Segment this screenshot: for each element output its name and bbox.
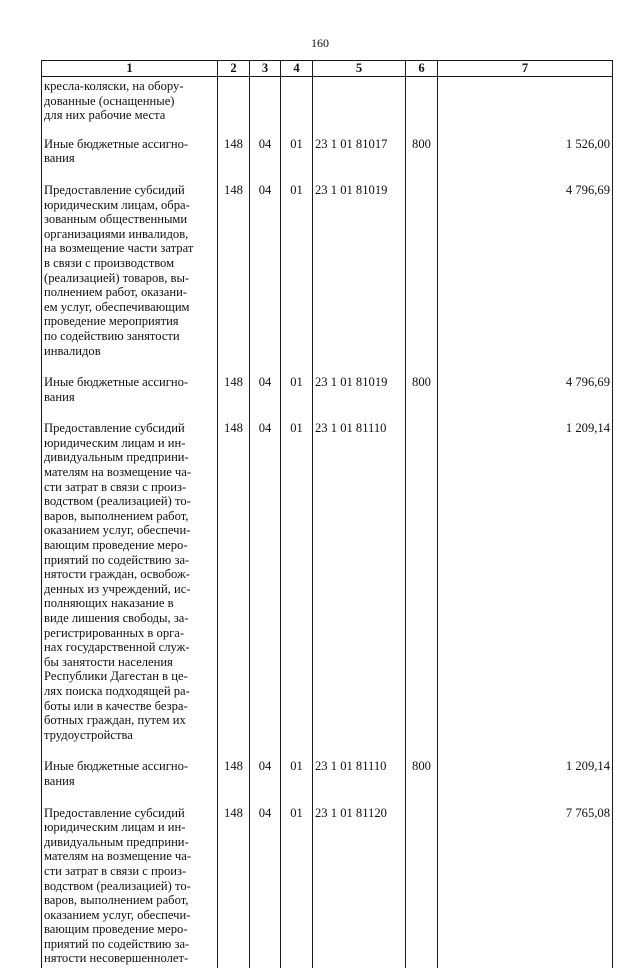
ministry-code-cell: 148 bbox=[218, 806, 250, 968]
ministry-code-cell bbox=[218, 77, 250, 137]
ministry-code-cell: 148 bbox=[218, 375, 250, 421]
section-code-cell: 04 bbox=[250, 137, 281, 183]
table-row bbox=[42, 77, 613, 137]
column-header: 6 bbox=[406, 61, 438, 77]
page-number: 160 bbox=[311, 36, 329, 50]
table-row bbox=[42, 137, 613, 183]
expense-type-cell bbox=[406, 421, 438, 759]
subsection-code-cell: 01 bbox=[281, 759, 313, 805]
table-row bbox=[42, 421, 613, 759]
column-header: 5 bbox=[313, 61, 406, 77]
table-row bbox=[42, 759, 613, 805]
table-row bbox=[42, 806, 613, 968]
item-name-cell bbox=[42, 421, 218, 759]
subsection-code-cell: 01 bbox=[281, 375, 313, 421]
target-article-cell: 23 1 01 81110 bbox=[313, 421, 406, 759]
section-code-cell bbox=[250, 77, 281, 137]
expense-type-cell bbox=[406, 806, 438, 968]
column-header: 7 bbox=[438, 61, 613, 77]
amount-cell: 1 209,14 bbox=[438, 421, 613, 759]
subsection-code-cell: 01 bbox=[281, 806, 313, 968]
column-header: 2 bbox=[218, 61, 250, 77]
column-header: 3 bbox=[250, 61, 281, 77]
target-article-cell: 23 1 01 81110 bbox=[313, 759, 406, 805]
item-name-cell bbox=[42, 375, 218, 421]
target-article-cell: 23 1 01 81019 bbox=[313, 375, 406, 421]
expense-type-cell: 800 bbox=[406, 375, 438, 421]
amount-cell bbox=[438, 77, 613, 137]
table-header-row bbox=[42, 61, 613, 77]
budget-table bbox=[41, 60, 613, 968]
item-name: Иные бюджетные ассигно- вания bbox=[44, 136, 189, 166]
target-article-cell: 23 1 01 81017 bbox=[313, 137, 406, 183]
ministry-code-cell: 148 bbox=[218, 137, 250, 183]
table-row bbox=[42, 183, 613, 375]
item-name-cell bbox=[42, 77, 218, 137]
item-name-cell bbox=[42, 806, 218, 968]
target-article-cell: 23 1 01 81120 bbox=[313, 806, 406, 968]
target-article-cell: 23 1 01 81019 bbox=[313, 183, 406, 375]
item-name-cell bbox=[42, 183, 218, 375]
amount-cell: 4 796,69 bbox=[438, 375, 613, 421]
subsection-code-cell: 01 bbox=[281, 421, 313, 759]
amount-cell: 4 796,69 bbox=[438, 183, 613, 375]
target-article-cell bbox=[313, 77, 406, 137]
ministry-code-cell: 148 bbox=[218, 183, 250, 375]
subsection-code-cell: 01 bbox=[281, 183, 313, 375]
expense-type-cell: 800 bbox=[406, 759, 438, 805]
column-header: 4 bbox=[281, 61, 313, 77]
amount-cell: 7 765,08 bbox=[438, 806, 613, 968]
section-code-cell: 04 bbox=[250, 759, 281, 805]
amount-cell: 1 526,00 bbox=[438, 137, 613, 183]
ministry-code-cell: 148 bbox=[218, 421, 250, 759]
item-name: кресла-коляски, на обору- дованные (оснащенные) для них рабочие места bbox=[44, 79, 184, 123]
expense-type-cell bbox=[406, 183, 438, 375]
section-code-cell: 04 bbox=[250, 806, 281, 968]
section-code-cell: 04 bbox=[250, 421, 281, 759]
section-code-cell: 04 bbox=[250, 183, 281, 375]
expense-type-cell bbox=[406, 77, 438, 137]
item-name-cell bbox=[42, 137, 218, 183]
table-row bbox=[42, 375, 613, 421]
expense-type-cell: 800 bbox=[406, 137, 438, 183]
subsection-code-cell: 01 bbox=[281, 137, 313, 183]
item-name: Предоставление субсидий юридическим лицам и ин- дивидуальным предприни- мателям на возмещение ча- сти затрат в связи с произ- водством (реализацией) то- варов, выполнением работ, оказанием услуг, обеспечи- вающим проведение меро- приятий по содействию за- нятости несовершеннолет- bbox=[44, 805, 192, 966]
section-code-cell: 04 bbox=[250, 375, 281, 421]
item-name: Иные бюджетные ассигно- вания bbox=[44, 375, 189, 404]
item-name: Предоставление субсидий юридическим лицам и ин- дивидуальным предприни- мателям на возмещение ча- сти затрат в связи с произ- водством (реализацией) то- варов, выполнением работ, оказанием услуг, обеспечи- вающим проведение меро- приятий по содействию за- нятости граждан, освобож- денных из учреждений, ис- полняющих наказание в виде лишения свободы, за- регистрированных в орга- нах государственной служ- бы занятости населения Республики Дагестан в це- лях поиска подходящей ра- боты или в качестве безра- ботных граждан, путем их трудоустройства bbox=[44, 421, 192, 742]
item-name: Иные бюджетные ассигно- вания bbox=[44, 759, 189, 788]
amount-cell: 1 209,14 bbox=[438, 759, 613, 805]
item-name: Предоставление субсидий юридическим лицам, обра- зованным общественными организациями инвалидов, на возмещение части затрат в связи с производством (реализацией) товаров, вы- полнением работ, оказани- ем услуг, обеспечивающим проведение мероприятия по содействию занятости инвалидов bbox=[44, 182, 194, 358]
item-name-cell bbox=[42, 759, 218, 805]
column-header: 1 bbox=[42, 61, 218, 77]
subsection-code-cell bbox=[281, 77, 313, 137]
ministry-code-cell: 148 bbox=[218, 759, 250, 805]
